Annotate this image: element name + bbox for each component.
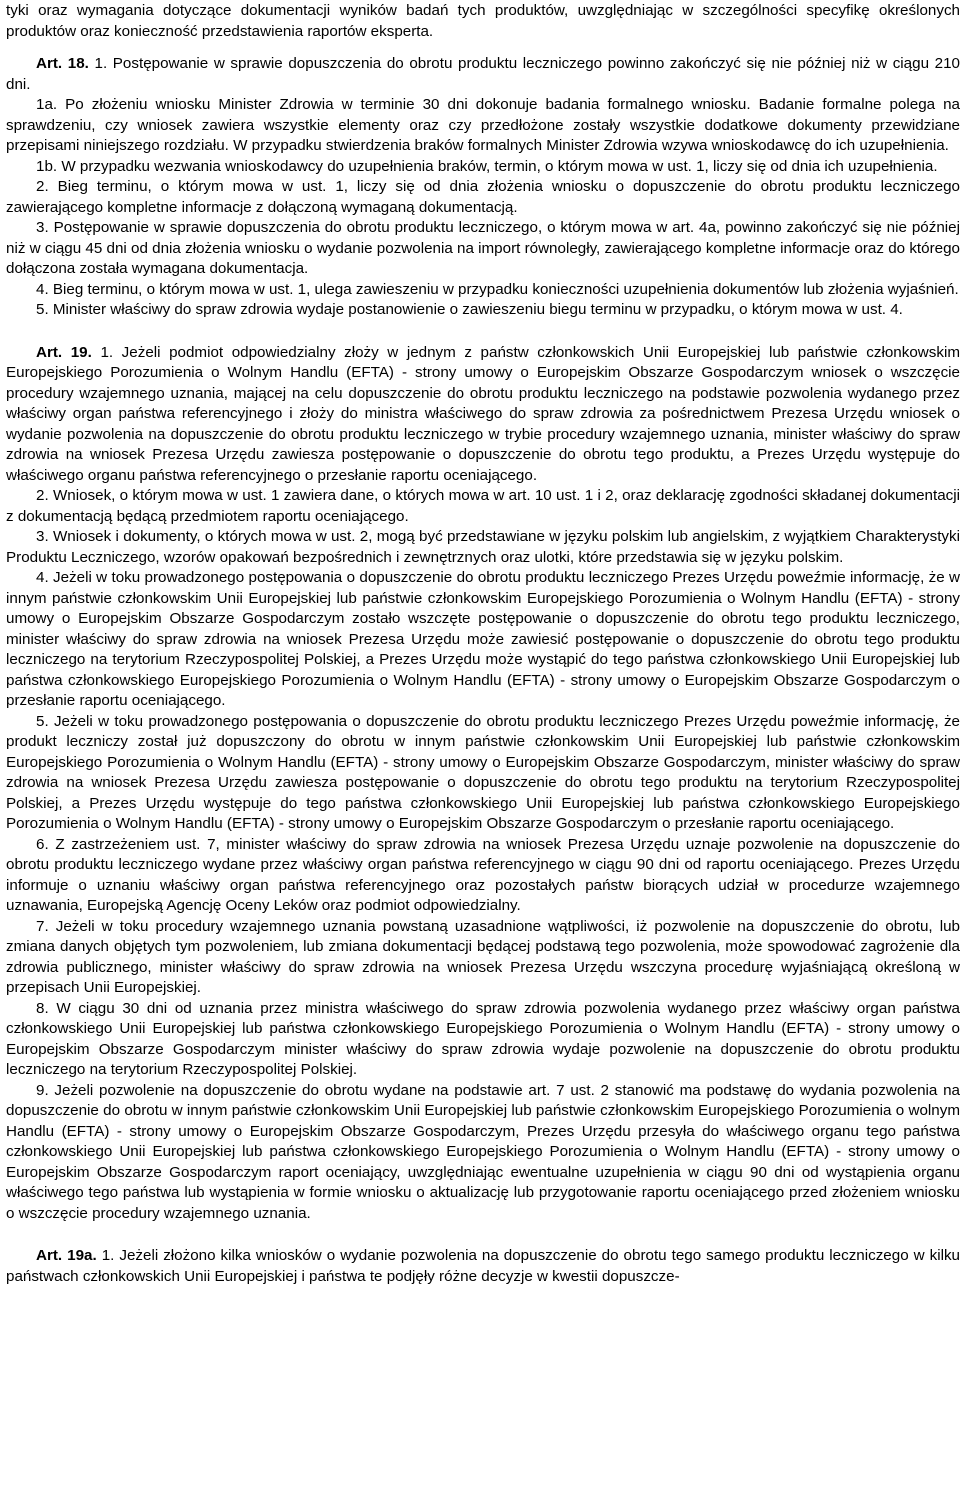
article-18-para-1a: 1a. Po złożeniu wniosku Minister Zdrowia w terminie 30 dni dokonuje badania formalnego wniosku. Badanie formalne polega na sprawdzeniu, czy wniosek zawiera wszystkie elementy oraz czy przedłożone zostały wszystkie dodatkowe dokumenty przewidziane przepisami niniejszego rozdziału. W przypadku stwierdzenia braków formalnych Minister Zdrowia wzywa wnioskodawcę do ich uzupełnienia.	[6, 96, 960, 154]
article-18-para-4: 4. Bieg terminu, o którym mowa w ust. 1, ulega zawieszeniu w przypadku konieczności uzupełnienia dokumentów lub złożenia wyjaśnień.	[36, 280, 959, 298]
article-19	[6, 343, 960, 1225]
article-18-label: Art. 18.	[36, 55, 89, 72]
article-19-para-6: 6. Z zastrzeżeniem ust. 7, minister właściwy do spraw zdrowia na wniosek Prezesa Urzędu uznaje pozwolenie na dopuszczenie do obrotu produktu leczniczego wydane przez właściwy organ państwa referencyjnego w ciągu 90 dni od raportu oceniającego. Prezes Urzędu informuje o uznaniu właściwy organ państwa referencyjnego oraz pozostałych państw biorących udział w procedurze wzajemnego uznawania, Europejską Agencję Oceny Leków oraz podmiot odpowiedzialny.	[6, 835, 960, 914]
article-18-para-1	[6, 54, 960, 95]
article-19a-para-1	[6, 1246, 960, 1287]
article-18-para-3: 3. Postępowanie w sprawie dopuszczenia do obrotu produktu leczniczego, o którym mowa w art. 4a, powinno zakończyć się nie później niż w ciągu 45 dni od dnia złożenia wniosku o wydanie pozwolenia na import równoległy, zawierającego kompletne informacje oraz do którego dołączona została wymagana dokumentacja.	[6, 219, 960, 277]
article-18-para-5: 5. Minister właściwy do spraw zdrowia wydaje postanowienie o zawieszeniu biegu terminu w przypadku, o którym mowa w ust. 4.	[36, 301, 903, 318]
article-19-para-3: 3. Wniosek i dokumenty, o których mowa w ust. 2, mogą być przedstawiane w języku polskim lub angielskim, z wyjątkiem Charakterystyki Produktu Leczniczego, wzorów opakowań bezpośrednich i zewnętrznych oraz ulotki, które przedstawia się w języku polskim.	[6, 528, 960, 566]
article-19-para-5: 5. Jeżeli w toku prowadzonego postępowania o dopuszczenie do obrotu produktu leczniczego Prezes Urzędu poweźmie informację, że produkt leczniczy został już dopuszczony do obrotu w innym państwie członkowskim Unii Europejskiej lub państwie członkowskim Europejskiego Porozumienia o Wolnym Handlu (EFTA) - strony umowy o Europejskim Obszarze Gospodarczym, minister właściwy do spraw zdrowia na wniosek Prezesa Urzędu zawiesza postępowanie o dopuszczenie do obrotu tego produktu na terytorium Rzeczypospolitej Polskiej, a Prezes Urzędu występuje do tego państwa członkowskiego Unii Europejskiej lub państwa członkowskiego Europejskiego Porozumienia o Wolnym Handlu (EFTA) - strony umowy o Europejskim Obszarze Gospodarczym o przesłanie raportu oceniającego.	[6, 712, 960, 832]
article-19-para-9: 9. Jeżeli pozwolenie na dopuszczenie do obrotu wydane na podstawie art. 7 ust. 2 stanowić ma podstawę do wydania pozwolenia na dopuszczenie do obrotu w innym państwie członkowskim Unii Europejskiej lub państwie członkowskim Europejskiego Porozumienia o wolnym Handlu (EFTA) - strony umowy o Europejskim Obszarze Gospodarczym, Prezes Urzędu przesyła do właściwego organu tego państwa członkowskiego Unii Europejskiej lub państwa członkowskiego Europejskiego Porozumienia o Wolnym Handlu (EFTA) - strony umowy o Europejskim Obszarze Gospodarczym raport oceniający, uwzględniając ewentualne uzupełnienia w ciągu 90 dni od wystąpienia organu właściwego tego państwa lub wystąpienia w formie wniosku o aktualizację lub przygotowanie raportu oceniającego przed złożeniem wniosku o wszczęcie procedury wzajemnego uznania.	[6, 1081, 960, 1222]
article-18-para-1-text: 1. Postępowanie w sprawie dopuszczenia do obrotu produktu leczniczego powinno zakończyć się nie później niż w ciągu 210 dni.	[6, 55, 960, 93]
article-19a	[6, 1246, 960, 1287]
article-19-para-1	[6, 343, 960, 487]
article-19-para-8: 8. W ciągu 30 dni od uznania przez ministra właściwego do spraw zdrowia pozwolenia wydanego przez właściwy organ państwa członkowskiego Unii Europejskiej lub państwa członkowskiego Europejskiego Porozumienia o Wolnym Handlu (EFTA) - strony umowy o Europejskim Obszarze Gospodarczym minister właściwy do spraw zdrowia wydaje pozwolenie na dopuszczenie do obrotu produktu leczniczego na terytorium Rzeczypospolitej Polskiej.	[6, 999, 960, 1078]
article-19-para-7: 7. Jeżeli w toku procedury wzajemnego uznania powstaną uzasadnione wątpliwości, iż pozwolenie na dopuszczenie do obrotu, lub zmiana danych objętych tym pozwoleniem, lub zmiana dokumentacji będącej podstawą tego pozwolenia, może spowodować zagrożenie dla zdrowia publicznego, minister właściwy do spraw zdrowia na wniosek Prezesa Urzędu wszczyna procedurę wyjaśniającą określoną w przepisach Unii Europejskiej.	[6, 917, 960, 996]
article-19-label: Art. 19.	[36, 343, 92, 361]
article-19-para-2: 2. Wniosek, o którym mowa w ust. 1 zawiera dane, o których mowa w art. 10 ust. 1 i 2, oraz deklarację zgodności składanej dokumentacji z dokumentacją będącą przedmiotem raportu oceniającego.	[6, 487, 960, 525]
article-19-para-4: 4. Jeżeli w toku prowadzonego postępowania o dopuszczenie do obrotu produktu leczniczego Prezes Urzędu poweźmie informację, że w innym państwie członkowskim Unii Europejskiej lub państwie członkowskim Europejskiego Porozumienia o Wolnym Handlu (EFTA) - strony umowy o Europejskim Obszarze Gospodarczym zostało wszczęte postępowanie o dopuszczenie do obrotu tego produktu leczniczego, minister właściwy do spraw zdrowia na wniosek Prezesa Urzędu może zawiesić postępowanie o dopuszczenie do obrotu tego produktu leczniczego na terytorium Rzeczypospolitej Polskiej, a Prezes Urzędu może wystąpić do tego państwa członkowskiego Unii Europejskiej lub państwa członkowskiego Europejskiego Porozumienia o Wolnym Handlu (EFTA) - strony umowy o Europejskim Obszarze Gospodarczym o przesłanie raportu oceniającego.	[6, 569, 960, 709]
article-18-para-1b: 1b. W przypadku wezwania wnioskodawcy do uzupełnienia braków, termin, o którym mowa w ust. 1, liczy się od dnia ich uzupełnienia.	[36, 157, 938, 175]
article-19a-label: Art. 19a.	[36, 1247, 97, 1264]
article-19-para-1-text: 1. Jeżeli podmiot odpowiedzialny złoży w jednym z państw członkowskich Unii Europejskiej lub państwie członkowskim Europejskiego Porozumienia o Wolnym Handlu (EFTA) - strony umowy o Europejskim Obszarze Gospodarczym wniosek o wszczęcie procedury wzajemnego uznania, mającej na celu dopuszczenie do obrotu produktu leczniczego na podstawie pozwolenia wydanego przez właściwy organ państwa referencyjnego i złoży do ministra właściwego do spraw zdrowia za pośrednictwem Prezesa Urzędu wniosek o wydanie pozwolenia na dopuszczenie do obrotu produktu leczniczego w trybie procedury wzajemnego uznania, minister właściwy do spraw zdrowia na wniosek Prezesa Urzędu zawiesza postępowanie o dopuszczenie do obrotu tego produktu, a Prezes Urzędu występuje do właściwego organu państwa referencyjnego o przesłanie raportu oceniającego.	[6, 343, 960, 484]
article-18-para-2: 2. Bieg terminu, o którym mowa w ust. 1, liczy się od dnia złożenia wniosku o dopuszczenie do obrotu produktu leczniczego zawierającego kompletne informacje z dołączoną wymaganą dokumentacją.	[6, 178, 960, 216]
article-18	[6, 54, 960, 321]
article-19a-para-1-text: 1. Jeżeli złożono kilka wniosków o wydanie pozwolenia na dopuszczenie do obrotu tego samego produktu leczniczego w kilku państwach członkowskich Unii Europejskiej i państwa te podjęły różne decyzje w kwestii dopuszcze-	[6, 1247, 960, 1285]
intro-paragraph: tyki oraz wymagania dotyczące dokumentacji wyników badań tych produktów, uwzględniając w szczególności specyfikę określonych produktów oraz konieczność przedstawienia raportów eksperta.	[6, 2, 960, 40]
